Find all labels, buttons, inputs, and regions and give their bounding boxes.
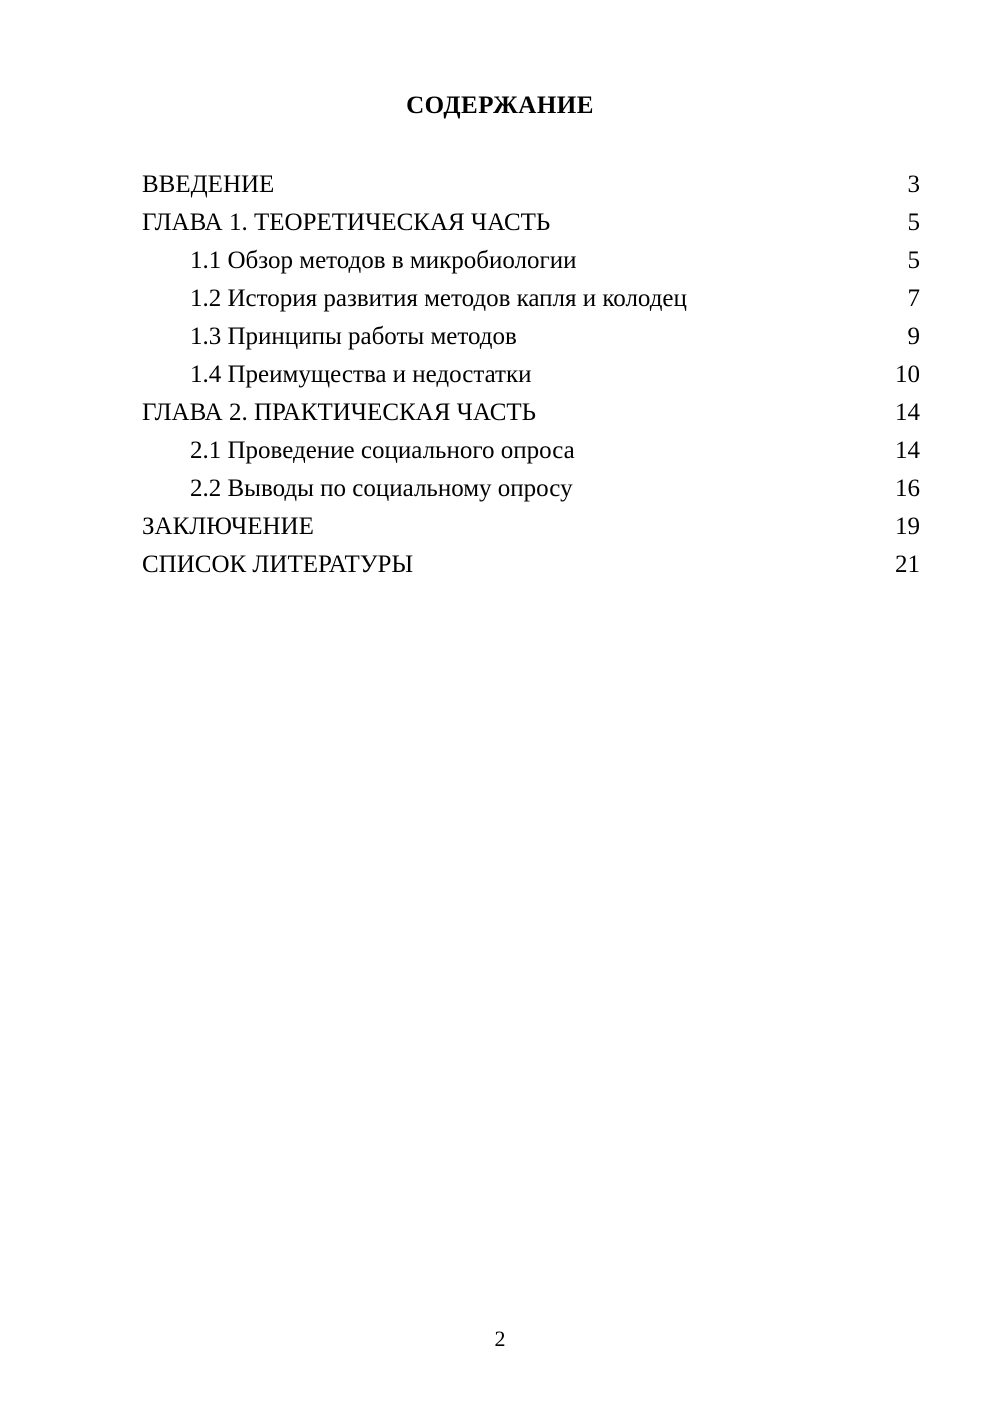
toc-entry-page: 16	[895, 475, 920, 502]
toc-entry-label: 2.1 Проведение социального опроса	[190, 437, 575, 464]
toc-entry-label: ВВЕДЕНИЕ	[142, 171, 275, 198]
toc-entry[interactable]	[142, 508, 920, 546]
toc-entry-page: 9	[907, 323, 920, 350]
toc-entry[interactable]	[142, 318, 920, 356]
toc-entry[interactable]	[142, 470, 920, 508]
toc-entry-page: 10	[895, 361, 920, 388]
toc-entry[interactable]	[142, 356, 920, 394]
toc-entry-page: 21	[895, 551, 920, 578]
toc-entry-page: 5	[907, 247, 920, 274]
toc-entry-label: 1.1 Обзор методов в микробиологии	[190, 247, 577, 274]
table-of-contents	[142, 166, 920, 584]
toc-entry-page: 3	[907, 171, 920, 198]
toc-entry[interactable]	[142, 166, 920, 204]
toc-entry-label: ЗАКЛЮЧЕНИЕ	[142, 513, 314, 540]
toc-entry-label: СПИСОК ЛИТЕРАТУРЫ	[142, 551, 414, 578]
toc-entry[interactable]	[142, 432, 920, 470]
toc-entry[interactable]	[142, 280, 920, 318]
toc-entry[interactable]	[142, 546, 920, 584]
toc-entry-label: 1.2 История развития методов капля и колодец	[190, 285, 687, 312]
toc-entry-page: 14	[895, 437, 920, 464]
toc-entry[interactable]	[142, 394, 920, 432]
toc-entry-label: ГЛАВА 1. ТЕОРЕТИЧЕСКАЯ ЧАСТЬ	[142, 209, 551, 236]
toc-entry[interactable]	[142, 204, 920, 242]
footer-page-number: 2	[494, 1326, 506, 1351]
toc-entry[interactable]	[142, 242, 920, 280]
toc-entry-label: 2.2 Выводы по социальному опросу	[190, 475, 573, 502]
toc-entry-label: 1.3 Принципы работы методов	[190, 323, 517, 350]
toc-entry-label: 1.4 Преимущества и недостатки	[190, 361, 532, 388]
toc-entry-page: 14	[895, 399, 920, 426]
toc-entry-page: 19	[895, 513, 920, 540]
toc-entry-page: 5	[907, 209, 920, 236]
page-title: СОДЕРЖАНИЕ	[406, 92, 594, 119]
toc-entry-label: ГЛАВА 2. ПРАКТИЧЕСКАЯ ЧАСТЬ	[142, 399, 537, 426]
toc-entry-page: 7	[907, 285, 920, 312]
